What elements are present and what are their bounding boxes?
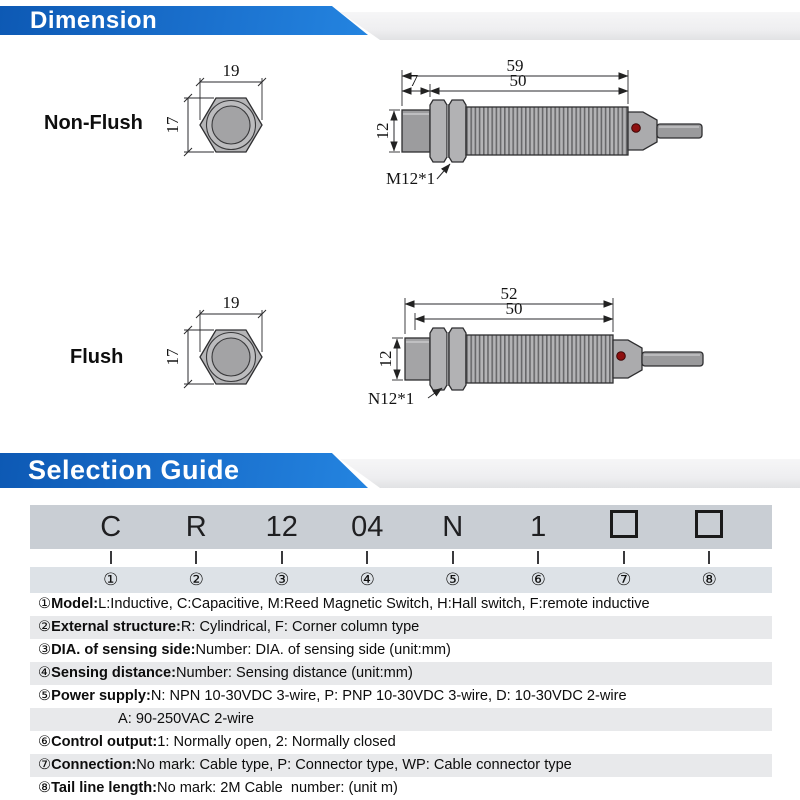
non-flush-label: Non-Flush [44, 112, 143, 134]
circled-number: ⑧ [701, 570, 717, 589]
column-tick [452, 551, 454, 564]
column-tick [366, 551, 368, 564]
selection-code [667, 505, 753, 549]
dim-diameter: 12 [376, 350, 395, 368]
non-flush-head-view [163, 61, 266, 156]
circled-number: ② [188, 570, 204, 589]
legend-label: External structure: [51, 619, 181, 635]
legend-circled-number: ⑤ [38, 688, 52, 704]
legend-text: L:Inductive, C:Capacitive, M:Reed Magnetic Switch, H:Hall switch, F:remote inductive [98, 596, 650, 612]
flush-label: Flush [70, 346, 124, 368]
dim-total-length: 52 [500, 284, 518, 303]
legend-row [30, 639, 772, 662]
legend-row [30, 731, 772, 754]
legend-text: Number: DIA. of sensing side (unit:mm) [195, 642, 451, 658]
legend-circled-number: ⑥ [38, 734, 52, 750]
selection-legend [30, 593, 772, 800]
cable [657, 124, 702, 138]
legend-label: Power supply: [51, 688, 151, 704]
flush-side-view [368, 284, 703, 408]
legend-row [30, 616, 772, 639]
legend-circled-number: ⑦ [38, 757, 52, 773]
dim-head-width: 19 [222, 293, 240, 312]
selection-guide-banner-title: Selection Guide [28, 455, 240, 485]
legend-circled-number: ② [38, 619, 52, 635]
hex-nut [449, 100, 466, 162]
tick-cell [496, 549, 582, 567]
selection-circled-numbers-row [68, 567, 752, 593]
column-tick [623, 551, 625, 564]
legend-label: Control output: [51, 734, 158, 750]
selection-ticks-row [68, 549, 752, 567]
circled-number: ① [103, 570, 119, 589]
tick-cell [667, 549, 753, 567]
sensor-face-core [212, 106, 250, 144]
legend-text: No mark: Cable type, P: Connector type, WP: Cable connector type [136, 757, 572, 773]
dim-thread-length: 50 [505, 299, 523, 318]
dimension-banner-title: Dimension [30, 7, 158, 34]
sensing-tip [402, 110, 430, 152]
legend-text: N: NPN 10-30VDC 3-wire, P: PNP 10-30VDC 3-wire, D: 10-30VDC 2-wire [150, 688, 627, 704]
column-tick [281, 551, 283, 564]
blank-option-box [695, 510, 723, 538]
legend-circled-number: ③ [38, 642, 52, 658]
circled-number: ⑦ [616, 570, 632, 589]
dim-head-height: 17 [163, 348, 182, 366]
selection-code [581, 505, 667, 549]
legend-text: No mark: 2M Cable number: (unit m) [157, 780, 398, 796]
led-indicator [632, 124, 641, 133]
legend-text: A: 90-250VAC 2-wire [118, 711, 254, 727]
legend-row [30, 708, 772, 731]
legend-label: Tail line length: [51, 780, 158, 796]
legend-row [30, 777, 772, 800]
column-tick [195, 551, 197, 564]
thread-size-label: M12*1 [386, 169, 436, 188]
dim-total-length: 59 [506, 56, 524, 75]
circled-number: ⑤ [445, 570, 461, 589]
legend-circled-number: ④ [38, 665, 52, 681]
thread-size-label: N12*1 [368, 389, 415, 408]
selection-code: N [442, 511, 464, 543]
legend-row [30, 593, 772, 616]
dim-head-height: 17 [163, 116, 182, 134]
tick-cell [581, 549, 667, 567]
column-tick [110, 551, 112, 564]
tick-cell [239, 549, 325, 567]
flush-front [405, 338, 430, 380]
threaded-body [466, 335, 613, 383]
selection-codes-row [68, 505, 752, 549]
legend-circled-number: ① [38, 596, 52, 612]
legend-label: Sensing distance: [51, 665, 176, 681]
legend-row [30, 662, 772, 685]
circled-number: ④ [359, 570, 375, 589]
column-tick [708, 551, 710, 564]
tick-cell [410, 549, 496, 567]
column-tick [537, 551, 539, 564]
hex-nut [449, 328, 466, 390]
dim-thread-length: 50 [509, 71, 527, 90]
selection-code: 1 [530, 511, 547, 543]
hex-nut [430, 328, 447, 390]
flush-head-view [163, 293, 266, 388]
selection-code: C [100, 511, 122, 543]
sensor-face-core [212, 338, 250, 376]
blank-option-box [610, 510, 638, 538]
legend-label: Model: [51, 596, 99, 612]
tick-cell [68, 549, 154, 567]
cable [642, 352, 703, 366]
banner-gray-ribbon [340, 459, 800, 488]
legend-text: Number: Sensing distance (unit:mm) [175, 665, 413, 681]
circled-number: ⑥ [530, 570, 546, 589]
legend-label: DIA. of sensing side: [51, 642, 196, 658]
legend-row [30, 754, 772, 777]
non-flush-side-view [373, 56, 702, 188]
tick-cell [154, 549, 240, 567]
tick-cell [325, 549, 411, 567]
legend-text: R: Cylindrical, F: Corner column type [180, 619, 420, 635]
selection-code: 04 [351, 511, 384, 543]
selection-code: R [185, 511, 207, 543]
legend-label: Connection: [51, 757, 137, 773]
threaded-body [466, 107, 628, 155]
led-indicator [617, 352, 626, 361]
dim-head-width: 19 [222, 61, 240, 80]
dim-diameter: 12 [373, 122, 392, 140]
dim-tip-length: 7 [409, 71, 419, 90]
legend-row [30, 685, 772, 708]
hex-nut [430, 100, 447, 162]
legend-circled-number: ⑧ [38, 780, 52, 796]
circled-number: ③ [274, 570, 290, 589]
legend-text: 1: Normally open, 2: Normally closed [157, 734, 396, 750]
selection-code: 12 [265, 511, 298, 543]
